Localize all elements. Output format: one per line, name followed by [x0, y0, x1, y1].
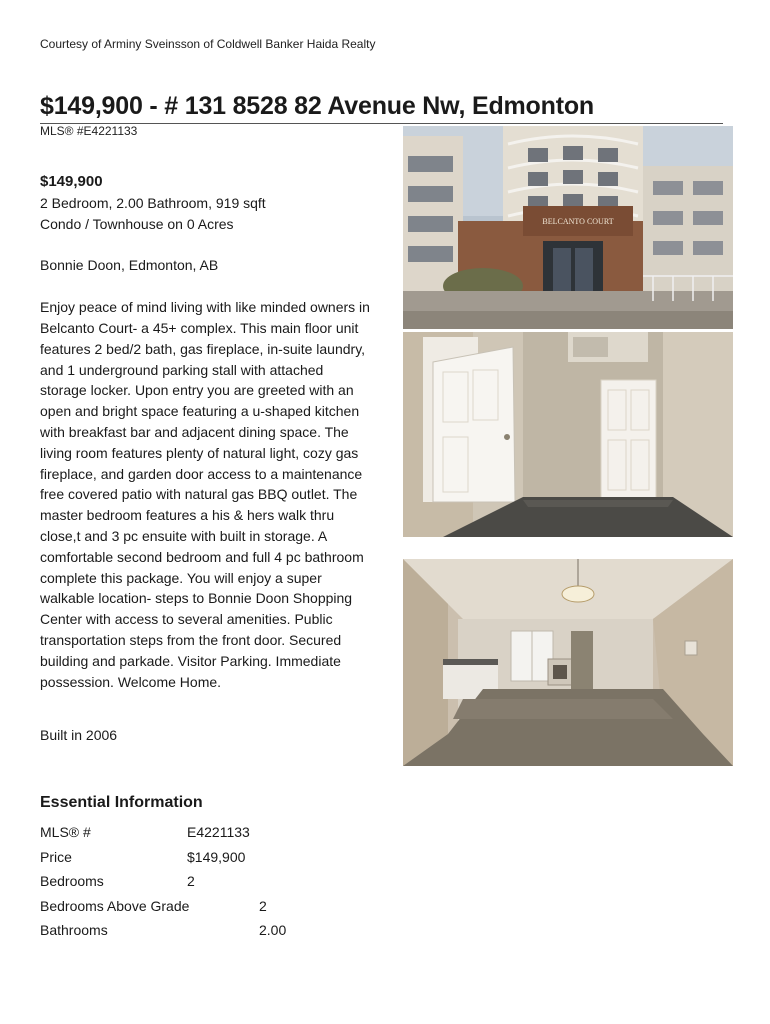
- info-value: 2: [259, 897, 267, 914]
- listing-price: $149,900: [40, 173, 103, 190]
- listing-specs: 2 Bedroom, 2.00 Bathroom, 919 sqft: [40, 194, 266, 211]
- info-value: E4221133: [187, 824, 250, 840]
- listing-location: Bonnie Doon, Edmonton, AB: [40, 257, 219, 274]
- built-year: Built in 2006: [40, 727, 118, 744]
- listing-description: Enjoy peace of mind living with like minded owners in Belcanto Court- a 45+ complex. This main floor unit features 2 bed/2 bath, gas fireplace, in-suite laundry, and 1 underground parking stall with attached storage locker. Upon entry you are greeted with an open and bright space featuring a u-shaped kitchen with breakfast bar and adjacent dining space. The living room features plenty of natural light, cozy gas fireplace, and garden door access to a maintenance free covered patio with natural gas BBQ outlet. The master bedroom features a his & hers walk thru close,t and 3 pc ensuite with built in storage. A comfortable second bedroom and full 4 pc bathroom complete this package. You will enjoy a super walkable location- steps to Bonnie Doon Shopping Center with access to several amenities. Public transportation steps from the front door. Secured building and parkade. Visitor Parking. Immediate possession. Welcome Home.: [40, 299, 370, 690]
- info-value: $149,900: [187, 848, 246, 865]
- info-value: 2.00: [259, 922, 287, 938]
- building-sign: BELCANTO COURT: [542, 217, 614, 226]
- listing-type: Condo / Townhouse on 0 Acres: [40, 215, 234, 232]
- info-value: 2: [187, 873, 195, 889]
- mls-number-line: MLS® #E4221133: [40, 124, 138, 138]
- info-label: Bedrooms: [40, 873, 104, 889]
- essential-information-heading: Essential Information: [40, 794, 203, 811]
- living-area-photo: [403, 559, 733, 766]
- info-label: Bathrooms: [40, 922, 108, 938]
- page-title: $149,900 - # 131 8528 82 Avenue Nw, Edmonton: [40, 92, 723, 124]
- listing-summary: [40, 170, 370, 746]
- info-label: MLS® #: [40, 824, 91, 840]
- exterior-photo: [403, 126, 733, 329]
- hallway-photo: [403, 332, 733, 537]
- info-label: Bedrooms Above Grade: [40, 897, 190, 914]
- info-label: Price: [40, 848, 72, 865]
- courtesy-line: Courtesy of Arminy Sveinsson of Coldwell Banker Haida Realty: [40, 37, 376, 51]
